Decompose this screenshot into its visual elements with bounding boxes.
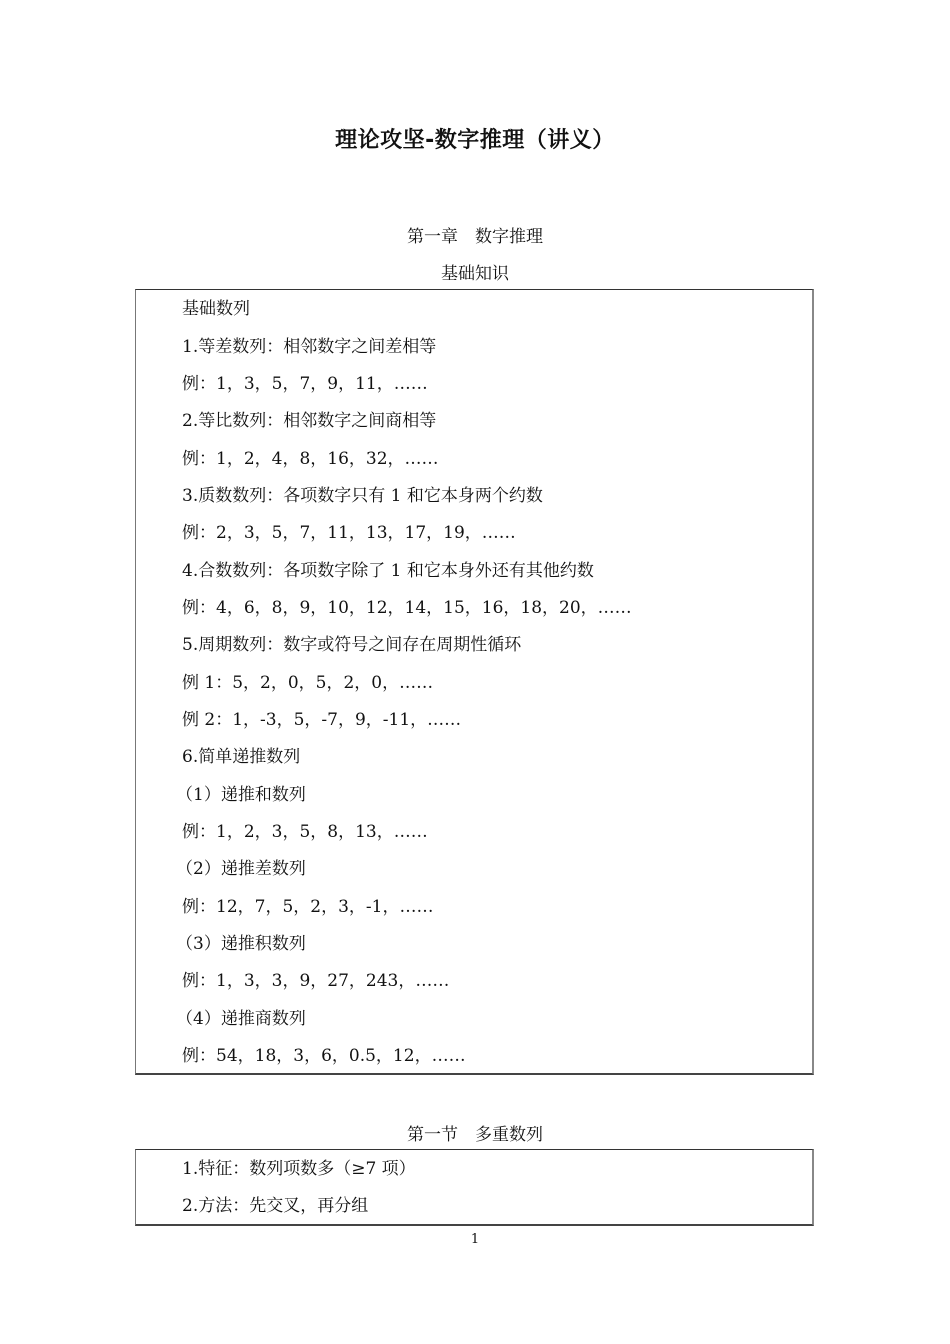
box-line: 5.周期数列：数字或符号之间存在周期性循环 (182, 635, 522, 655)
box-line: 例：2，3，5，7，11，13，17，19，…… (182, 523, 516, 543)
section-heading: 基础知识 (441, 264, 509, 284)
box-line: （4）递推商数列 (176, 1009, 306, 1029)
chapter-heading: 第一章 数字推理 (407, 227, 543, 247)
page-number: 1 (470, 1232, 480, 1247)
box-line: 6.简单递推数列 (182, 747, 301, 767)
box-line: （3）递推积数列 (176, 934, 306, 954)
box-line: 2.方法：先交叉，再分组 (182, 1196, 369, 1216)
box-line: 1.特征：数列项数多（≥7 项） (182, 1159, 416, 1179)
box-line: 3.质数数列：各项数字只有 1 和它本身两个约数 (182, 486, 543, 506)
box-line: 4.合数数列：各项数字除了 1 和它本身外还有其他约数 (182, 561, 594, 581)
box-line: 例：1，2，3，5，8，13，…… (182, 822, 428, 842)
box-line: 例：1，2，4，8，16，32，…… (182, 449, 439, 469)
box-line: （1）递推和数列 (176, 785, 306, 805)
box-line: 例 2：1，-3，5，-7，9，-11，…… (182, 710, 462, 730)
box-line: 1.等差数列：相邻数字之间差相等 (182, 337, 437, 357)
basic-sequences-box (135, 289, 814, 1075)
box-line: 例：1，3，5，7，9，11，…… (182, 374, 428, 394)
document-title: 理论攻坚-数字推理（讲义） (335, 128, 615, 153)
multi-sequence-box (135, 1149, 814, 1226)
box-line: 基础数列 (182, 299, 250, 319)
box-line: 例：54，18，3，6，0.5，12，…… (182, 1046, 466, 1066)
box-line: 例：12，7，5，2，3，-1，…… (182, 897, 434, 917)
box-line: （2）递推差数列 (176, 859, 306, 879)
box-line: 例：4，6，8，9，10，12，14，15，16，18，20，…… (182, 598, 632, 618)
box-line: 例：1，3，3，9，27，243，…… (182, 971, 450, 991)
subsection-heading: 第一节 多重数列 (407, 1125, 543, 1145)
box-line: 例 1：5，2，0，5，2，0，…… (182, 673, 434, 693)
box-line: 2.等比数列：相邻数字之间商相等 (182, 411, 437, 431)
